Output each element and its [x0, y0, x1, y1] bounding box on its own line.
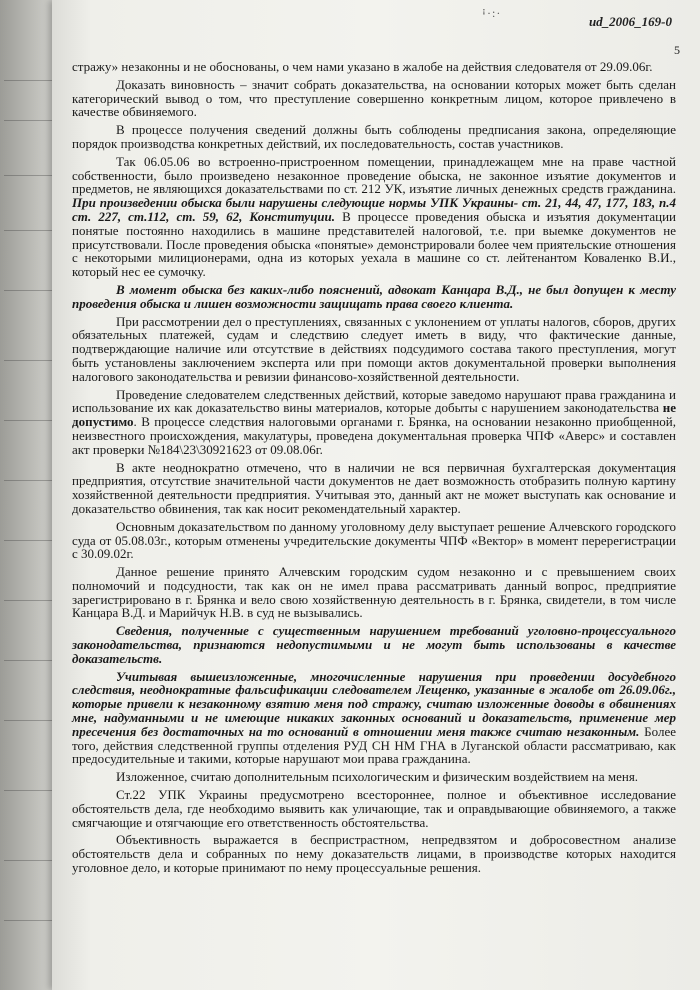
paragraph [72, 388, 676, 457]
document-id: ud_2006_169-0 [588, 14, 672, 29]
bold-text: не допустимо [72, 400, 676, 430]
paragraph: Данное решение принято Алчевским городским судом незаконно и с превышением своих полномочий и подсудности, так как он не имел права рассматривать данный вопрос, предприятие зарегистрировано в г. Брянка и вело свою хозяйственную деятельность в г. Брянка, свидетели, в том числе Канцара В.Д. и Марийчук Н.В. в суд не вызывались. [72, 564, 676, 621]
paragraph: Ст.22 УПК Украины предусмотрено всестороннее, полное и объективное исследование обстоятельств дела, где необходимо выявить как уличающие, так и оправдывающие обвиняемого, а также смягчающие и отягчающие его ответственность обстоятельства. [72, 787, 676, 830]
paragraph [72, 670, 676, 767]
paragraph: В процессе получения сведений должны быть соблюдены предписания закона, определяющие порядок производства конкретных действий, их последовательность, состав участников. [72, 122, 676, 151]
paragraph-text: Так 06.05.06 во встроенно-пристроенном помещении, принадлежащем мне на праве частной собственности, было произведено незаконное проведение обыска, не законное изъятие документов и предметов, не являющихся доказательствами по ст. 212 УК, изъятие личных денежных средств гражданина. [72, 153, 676, 197]
paragraph-text: В процессе проведения обыска и изъятия документации понятые постоянно находились в машине представителей налоговой, т.е. при выемке документов не присутствовали. После проведения обыска «понятые» демонстрировали более чем приятельские отношения с некоторыми милиционерами, одна из которых уехала в машине со ст. лейтенантом Коваленко В.И., который нес ее сумочку. [72, 208, 676, 280]
scan-speck: ꜟ·:· [482, 6, 502, 20]
document-body [72, 60, 676, 879]
paragraph: В акте неоднократно отмечено, что в наличии не вся первичная бухгалтерская документация предприятия, отсутствие значительной части документов не дает возможность отобразить полную картину хозяйственной деятельности предприятия. Учитывая это, данный акт не может выступать как основание и доказательство обвинения, так как носит рекомендательный характер. [72, 459, 676, 516]
emphasis-text: При произведении обыска были нарушены следующие нормы УПК Украины- ст. 21, 44, 47, 177, 183, п.4 ст. 227, ст.112, ст. 59, 62, Конституции. [72, 195, 676, 224]
paragraph-text: Проведение следователем следственных действий, которые заведомо нарушают права гражданина и использование их как доказательство вины материалов, которые добыты с нарушением законодательства [72, 386, 676, 416]
paragraph: При рассмотрении дел о преступлениях, связанных с уклонением от уплаты налогов, сборов, других обязательных платежей, судам и следствию следует иметь в виду, что фактические данные, подтверждающие наличие или отсутствие в действиях подсудимого состава такого преступления, могут быть установлены заключением эксперта или при помощи актов документальной проверки выполнения налогового законодательства и ревизии финансово-хозяйственной деятельности. [72, 313, 676, 384]
paragraph: Объективность выражается в беспристрастном, непредвзятом и добросовестном анализе обстоятельств дела и собранных по нему доказательств лицами, в производстве которых находится уголовное дело, и которые принимают по нему процессуальные решения. [72, 832, 676, 876]
paragraph: Изложенное, считаю дополнительным психологическим и физическим воздействием на меня. [116, 769, 639, 785]
paragraph: Доказать виновность – значит собрать доказательства, на основании которых может быть сделан категорический вывод о том, что преступление совершенно конкретным лицом, которое привлечено в качестве обвиняемого. [72, 76, 676, 120]
paragraph [72, 155, 676, 279]
paragraph: стражу» незаконны и не обоснованы, о чем нами указано в жалобе на действия следователя от 29.09.06г. [72, 59, 653, 74]
paragraph-text: Более того, действия следственной группы отделения РУД СН НМ ГНА в Луганской области рассматриваю, как предосудительные и такими, которые нарушают мои права гражданина. [72, 723, 676, 767]
paragraph-emphasis: Сведения, полученные с существенным нарушением требований уголовно-процессуального законодательства, признаются недопустимыми и не могут быть использованы в качестве доказательств. [72, 623, 676, 666]
paragraph-text: . В процессе следствия налоговыми органами г. Брянка, на основании незаконно приобщенной, неизвестного происхождения, макулатуры, проведена документальная проверка ЧПФ «Аверс» и составлен акт проверки №184\23\30921623 от 09.08.06г. [72, 414, 676, 457]
document-page [52, 0, 700, 990]
page-number: 5 [674, 43, 680, 57]
paragraph-emphasis: В момент обыска без каких-либо пояснений, адвокат Канцара В.Д., не был допущен к месту проведения обыска и лишен возможности защищать права своего клиента. [72, 281, 676, 311]
paragraph: Основным доказательством по данному уголовному делу выступает решение Алчевского городского суда от 05.08.03г., которым отменены учредительские документы ЧПФ «Вектор» в момент перерегистрации с 30.09.02г. [72, 518, 676, 562]
emphasis-text: Учитывая вышеизложенные, многочисленные нарушения при проведении досудебного следствия, неоднократные фальсификации следователем Лещенко, указанные в жалобе от 26.09.06г., которые привели к незаконному взятию меня под стражу, считаю изложенные доводы в обвинениях мне, надуманными и не имеющие никаких законных оснований и доказательств, применение мер пресечения без достаточных на то оснований в отношении меня также считаю незаконным. [72, 668, 676, 739]
